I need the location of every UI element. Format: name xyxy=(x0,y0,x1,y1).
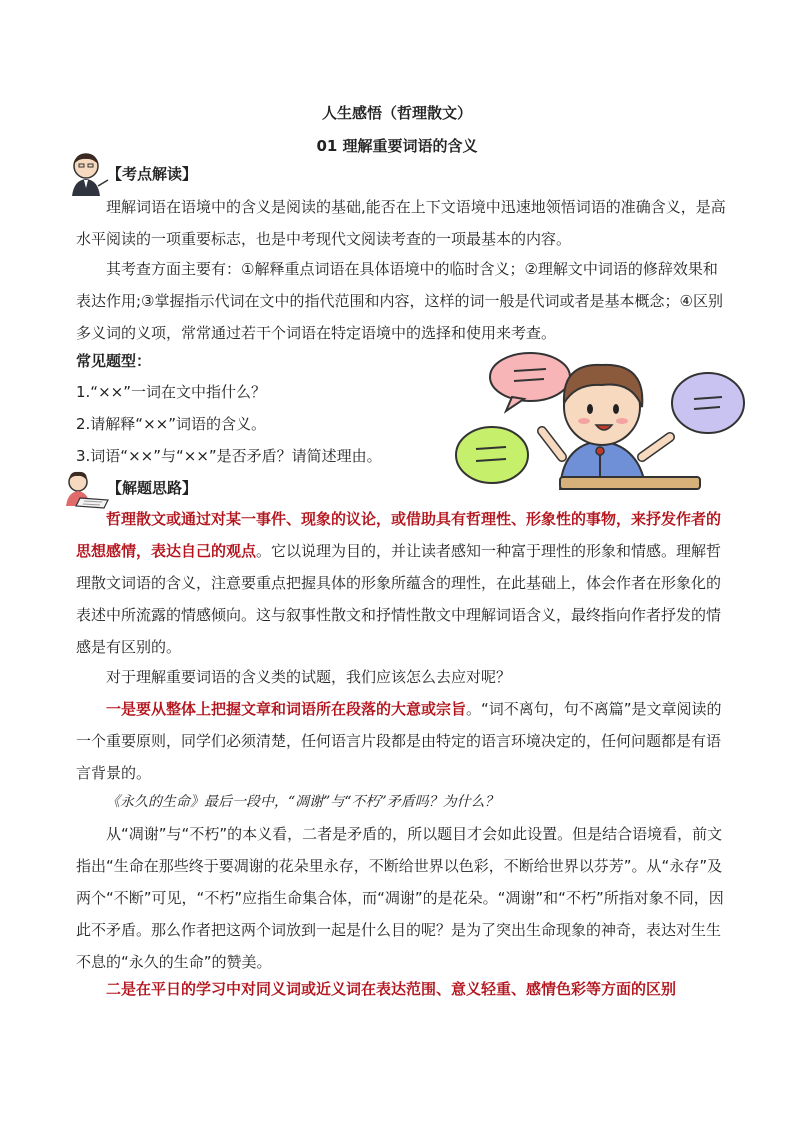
jieti-para-1-highlight: 哲理散文或通过对某一事件、现象的议论，或借助具有哲理性、形象性的事物，来抒发作者的思想感情，表达自己的观点 xyxy=(76,510,722,560)
section-question-types: 常见题型： xyxy=(76,352,152,370)
jieti-para-2: 对于理解重要词语的含义类的试题，我们应该怎么去应对呢？ xyxy=(106,668,512,686)
jieti-para-3-rest: 。“词不离句，句不离篇”是文章阅读的一个重要原则，同学们必须清楚，任何语言片段都是由特定的语言环境决定的，任何问题都是有语言背景的。 xyxy=(76,700,722,782)
question-type-1: 1.“××”一词在文中指什么？ xyxy=(76,383,266,401)
question-type-2: 2.请解释“××”词语的含义。 xyxy=(76,415,266,433)
question-type-3: 3.词语“××”与“××”是否矛盾？请简述理由。 xyxy=(76,447,382,465)
jieti-para-1 xyxy=(76,503,726,663)
speech-bubble-purple-icon xyxy=(672,373,744,433)
example-question: 《永久的生命》最后一段中，“凋谢”与“不朽”矛盾吗？为什么？ xyxy=(106,794,499,810)
kaodian-para-1: 理解词语在语境中的含义是阅读的基础,能否在上下文语境中迅速地领悟词语的准确含义，是高水平阅读的一项重要标志，也是中考现代文阅读考查的一项最基本的内容。 xyxy=(76,198,726,248)
jieti-para-3-highlight: 一是要从整体上把握文章和词语所在段落的大意或宗旨 xyxy=(106,700,467,718)
speech-bubble-pink-icon xyxy=(490,353,570,411)
section-kaodian: 【考点解读】 xyxy=(107,165,198,183)
jieti-para-4 xyxy=(76,973,726,1005)
cartoon-boy-illustration xyxy=(450,345,750,490)
boy-figure-icon xyxy=(542,365,700,490)
kaodian-para-2: 其考查方面主要有：①解释重点词语在具体语境中的临时含义；②理解文中词语的修辞效果和表达作用;③掌握指示代词在文中的指代范围和内容，这样的词一般是代词或者是基本概念；④区别多义词的义项，常常通过若干个词语在特定语境中的选择和使用来考查。 xyxy=(76,260,723,342)
jieti-para-4-highlight: 二是在平日的学习中对同义词或近义词在表达范围、意义轻重、感情色彩等方面的区别 xyxy=(106,980,677,998)
speech-bubble-green-icon xyxy=(456,427,528,483)
jieti-para-3 xyxy=(76,693,726,789)
sub-title: 01 理解重要词语的含义 xyxy=(316,137,478,155)
example-answer: 从“凋谢”与“不朽”的本义看，二者是矛盾的，所以题目才会如此设置。但是结合语境看，前文指出“生命在那些终于要凋谢的花朵里永存，不断给世界以色彩，不断给世界以芬芳”。从“永存”及两个“不断”可见，“不朽”应指生命集合体，而“凋谢”的是花朵。“凋谢”和“不朽”所指对象不同，因此不矛盾。那么作者把这两个词放到一起是什么目的呢？是为了突出生命现象的神奇，表达对生生不息的“永久的生命”的赞美。 xyxy=(76,825,724,971)
jieti-para-1-rest: 。它以说理为目的，并让读者感知一种富于理性的形象和情感。理解哲理散文词语的含义，注意要重点把握具体的形象所蕴含的理性，在此基础上，体会作者在形象化的表述中所流露的情感倾向。这与叙事性散文和抒情性散文中理解词语含义，最终指向作者抒发的情感是有区别的。 xyxy=(76,542,722,656)
main-title: 人生感悟（哲理散文） xyxy=(321,104,472,122)
section-jieti: 【解题思路】 xyxy=(107,479,198,497)
